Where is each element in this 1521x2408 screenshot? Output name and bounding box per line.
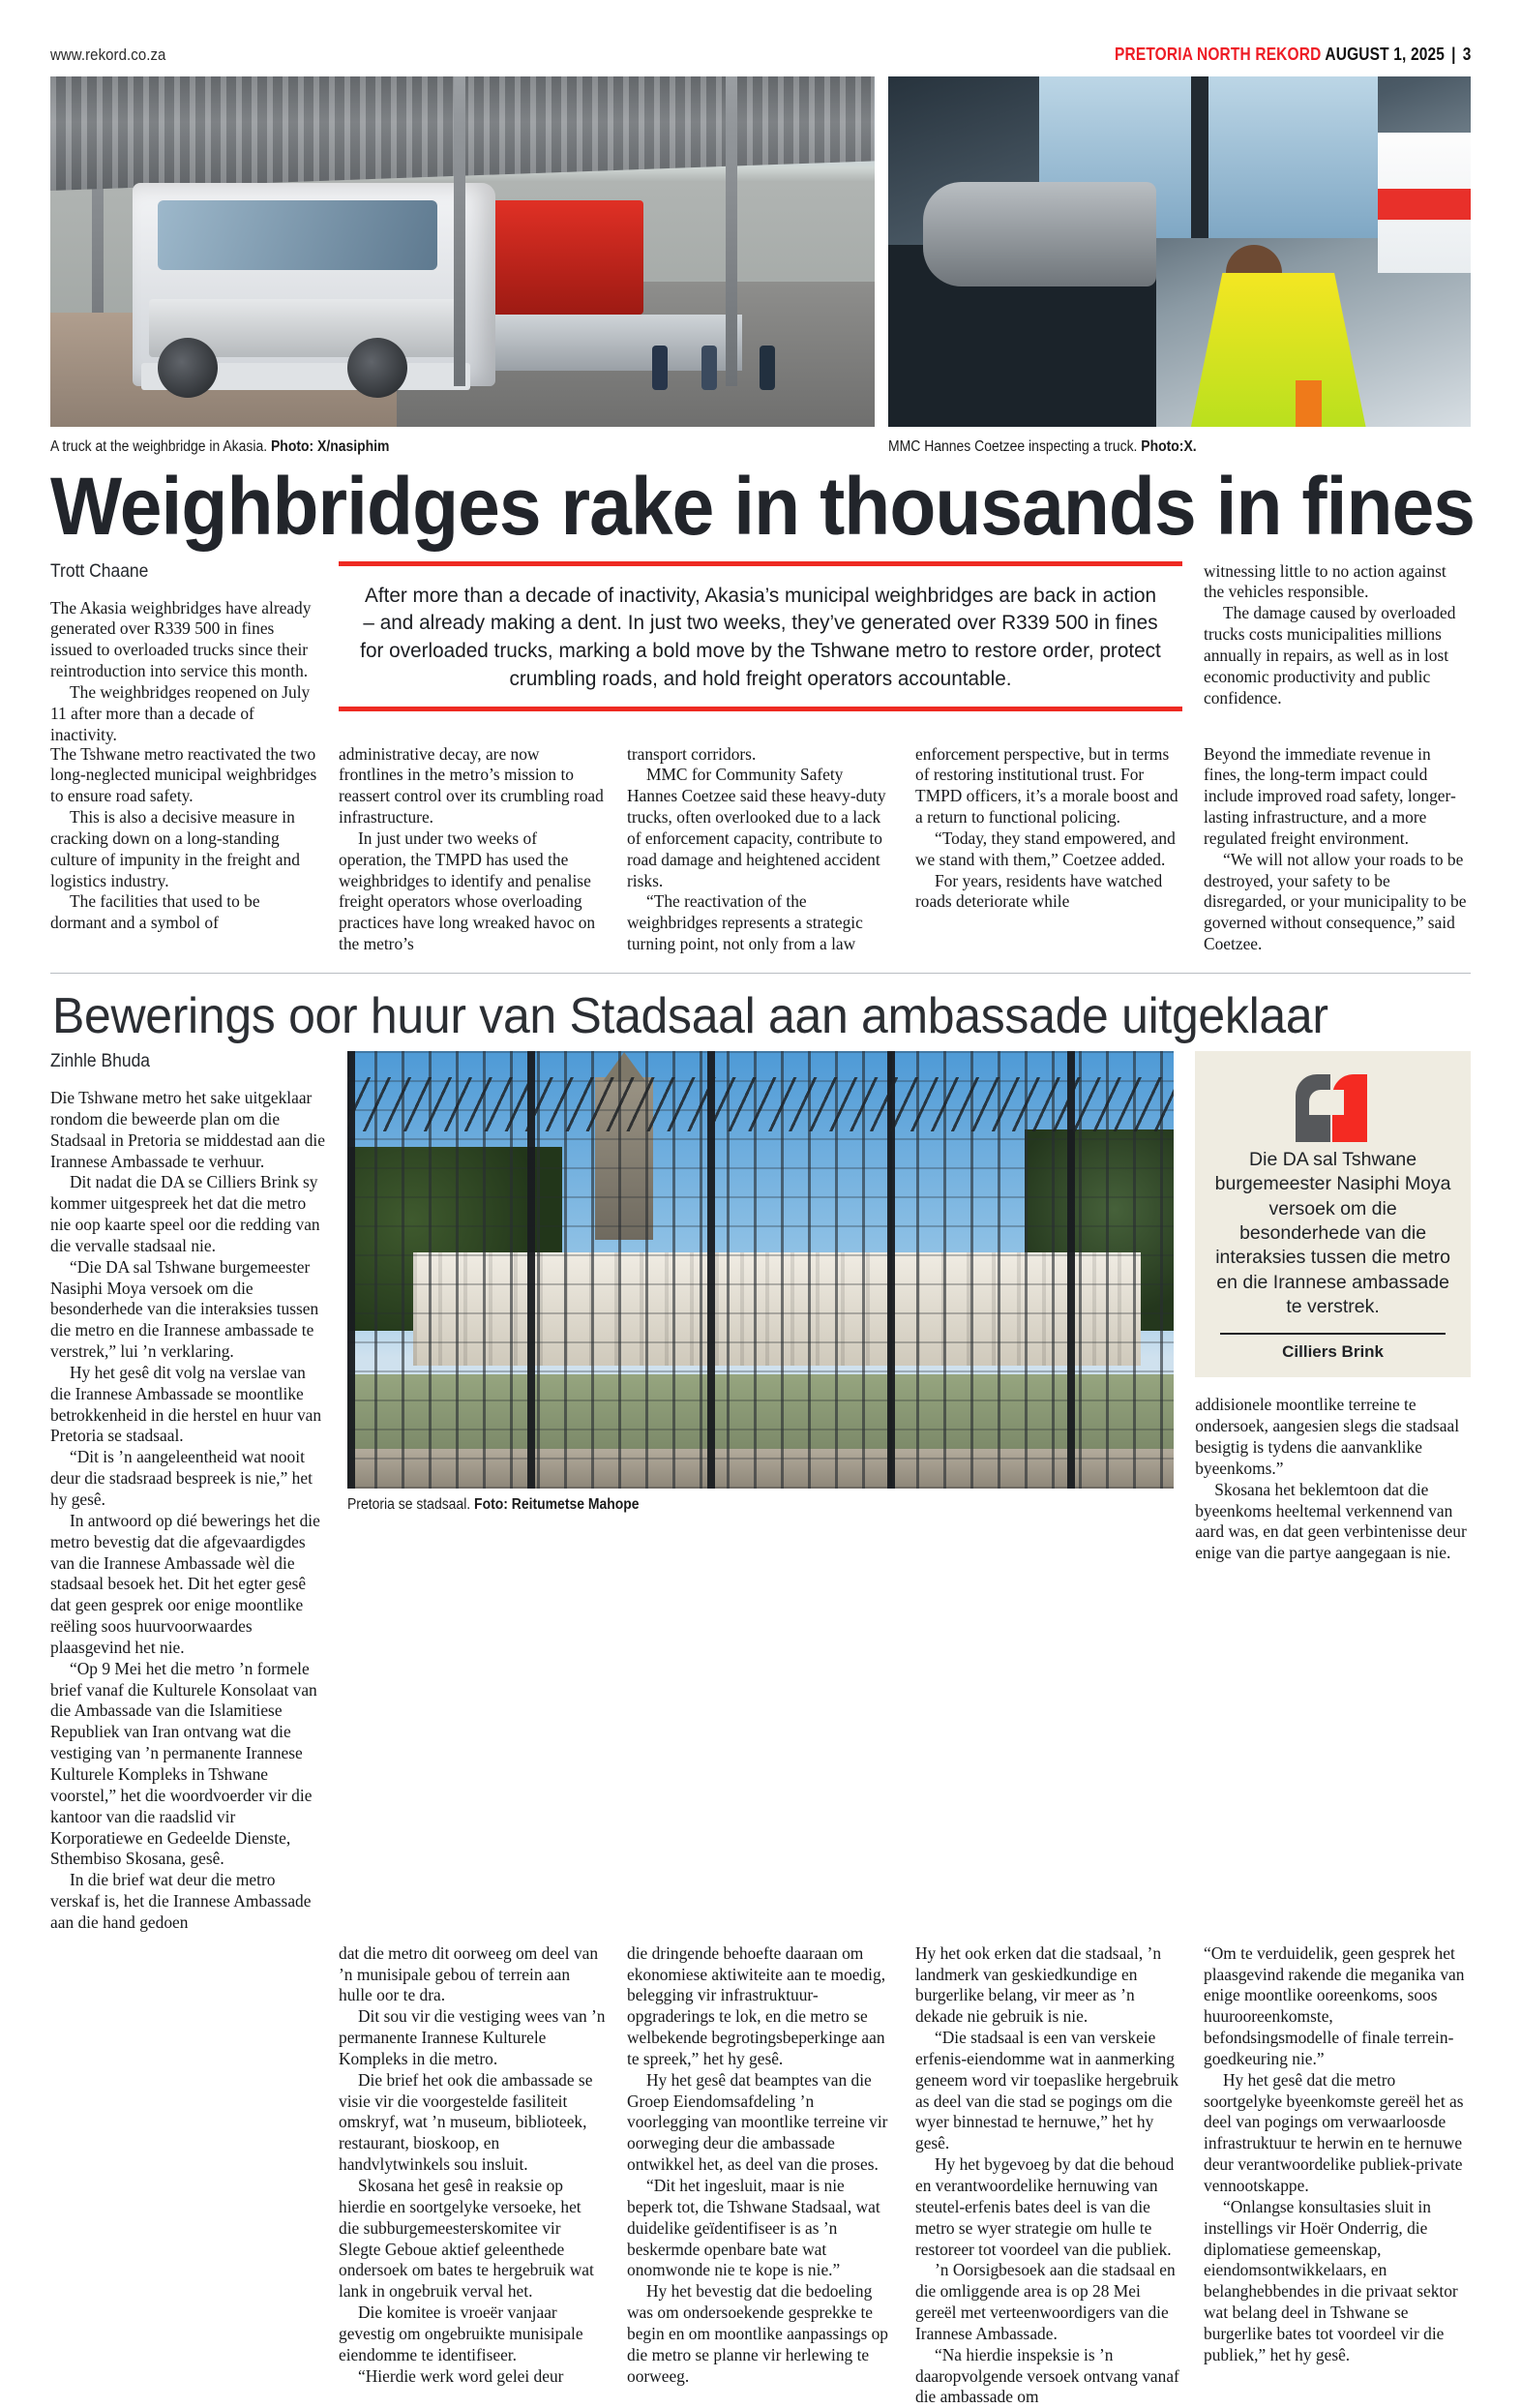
canopy-pole-icon: [454, 76, 465, 386]
person-figure: [652, 346, 668, 390]
paragraph: The Tshwane metro reactivated the two long-neglected municipal weighbridges to ensure road safety.: [50, 743, 317, 806]
caption-text: MMC Hannes Coetzee inspecting a truck.: [887, 438, 1142, 455]
article1-lower-grid: [50, 744, 1471, 955]
caption-credit: Foto: Reitumetse Mahope: [473, 1495, 640, 1513]
paragraph: Die Tshwane metro het sake uitgeklaar rondom die beweerde plan om die Stadsaal in Pretoria se middestad aan die Irannese Ambassade te verhuur.: [50, 1087, 325, 1171]
paragraph: In just under two weeks of operation, the TMPD has used the weighbridges to identify and penalise freight operators whose overloading practices have long wreaked havoc on the metro’s: [339, 828, 596, 954]
windshield: [158, 200, 438, 270]
masthead-info: [1114, 45, 1471, 65]
paragraph: “Hierdie werk word gelei deur: [358, 2365, 564, 2386]
paragraph: ’n Oorsigbesoek aan die stadsaal en die omliggende area is op 28 Mei gereël met verteenwoordigers van die Irannese Ambassade.: [915, 2260, 1176, 2343]
photo-caption-stadsaal: [347, 1489, 1091, 1514]
person-figure: [760, 346, 775, 390]
caption-credit: Photo:X.: [1141, 438, 1197, 455]
caption-text: A truck at the weighbridge in Akasia.: [50, 438, 271, 455]
paragraph: The weighbridges reopened on July 11 after more than a decade of inactivity.: [50, 682, 311, 744]
paragraph: “Onlangse konsultasies sluit in instellings vir Hoër Onderrig, die diplomatiese gemeenskap, eiendomsontwikkelaars, en belanghebbendes in die privaat sektor wat belang deel in Tshwane se burgerlike bates tot voordeel vir die publiek,” het hy gesê.: [1204, 2196, 1458, 2364]
wheel-icon: [347, 338, 407, 398]
pull-quote-text: Die DA sal Tshwane burgemeester Nasiphi Moya versoek om die besonderhede van die interaksies tussen die metro en die Irannese ambassade te verstrek.: [1214, 1148, 1451, 1318]
caption-text: Pretoria se stadsaal.: [346, 1495, 474, 1513]
paragraph: Beyond the immediate revenue in fines, the long-term impact could include improved road safety, longer-lasting infrastructure, and a more regulated freight environment.: [1204, 743, 1456, 848]
photo-caption-right: [888, 431, 1413, 456]
foreground-arm: [923, 182, 1156, 287]
masthead: [50, 0, 1471, 73]
paragraph: The Akasia weighbridges have already generated over R339 500 in fines issued to overloaded trucks since their reintroduction into service this month.: [50, 597, 312, 681]
article1-column-4: [915, 744, 1182, 955]
paragraph: Dit nadat die DA se Cilliers Brink sy kommer uitgespreek het dat die metro nie oop kaarte speel oor die redding van die vervalle stadsaal nie.: [50, 1172, 320, 1255]
signage-banner: [1378, 133, 1471, 273]
caption-credit: Photo: X/nasiphim: [270, 438, 390, 455]
paragraph: witnessing little to no action against the vehicles responsible.: [1204, 560, 1446, 602]
article1-top-grid: [50, 561, 1471, 746]
paragraph: Hy het gesê dat beamptes van die Groep Eiendomsafdeling ’n voorlegging van moontlike terreine vir oorweging deur die ambassade ontwikkel het, as deel van die proses.: [627, 2069, 888, 2175]
article1-column-5-top: [1204, 561, 1471, 746]
masthead-separator: |: [1450, 45, 1456, 64]
paragraph: “Today, they stand empowered, and we stand with them,” Coetzee added.: [915, 828, 1176, 869]
paragraph: For years, residents have watched roads deteriorate while: [915, 870, 1163, 912]
article1-caption-row: [50, 431, 1471, 456]
paragraph: “We will not allow your roads to be destroyed, your safety to be disregarded, or your municipality to be governed without consequence,” said Coetzee.: [1204, 849, 1467, 954]
article2-column-1: [50, 1051, 326, 1934]
paragraph: “Na hierdie inspeksie is ’n daaropvolgende versoek ontvang vanaf die ambassade om: [915, 2344, 1179, 2407]
paragraph: “Dit is ’n aangeleentheid wat nooit deur die stadsraad bespreek is nie,” het hy gesê.: [50, 1447, 313, 1509]
paragraph: addisionele moontlike terreine te ondersoek, aangesien slegs die stadsaal besigtig is tydens die aanvanklike byeenkoms.”: [1195, 1395, 1460, 1478]
paragraph: This is also a decisive measure in cracking down on a long-standing culture of impunity in the freight and logistics industry.: [50, 807, 300, 890]
paragraph: administrative decay, are now frontlines in the metro’s mission to reassert control over its crumbling road infrastructure.: [339, 743, 604, 828]
paragraph: Dit sou vir die vestiging wees van ’n permanente Irannese Kulturele Kompleks in die metro.: [339, 2006, 606, 2068]
vest-orange-panel: [1296, 380, 1322, 427]
paragraph: “Die DA sal Tshwane burgemeester Nasiphi Moya versoek om die besonderhede van die interaksies tussen die metro en die Irannese ambassade te verstrek,” lui ’n verklaring.: [50, 1256, 319, 1362]
paragraph: In antwoord op dié bewerings het die metro bevestig dat die afgevaardigdes van die Irannese Ambassade wèl die stadsaal besoek het. Dit het egter gesê dat geen gesprek oor enige moontlike reëling soos huurvoorwaardes plaasgevind het nie.: [50, 1510, 320, 1657]
photo-caption-left: [50, 431, 792, 456]
article2-column-1-cont: [50, 1943, 317, 2408]
article1-column-5-cont: [1204, 744, 1471, 955]
paragraph: Hy het bevestig dat die bedoeling was om ondersoekende gesprekke te begin en om moontlike aanpassings op die metro se planne vir herlewing te oorweeg.: [627, 2281, 888, 2386]
photo-stadsaal: [347, 1051, 1174, 1489]
standfirst-text: After more than a decade of inactivity, Akasia’s municipal weighbridges are back in action – and already making a dent. In just two weeks, they’ve generated over R339 500 in fines for overloaded trucks, marking a bold move by the Tshwane metro to restore order, protect crumbling roads, and hold freight operators accountable.: [360, 583, 1161, 691]
pull-quote-attribution: Cilliers Brink: [1282, 1342, 1385, 1362]
standfirst-rule-bottom: [339, 707, 1182, 711]
paragraph: MMC for Community Safety Hannes Coetzee said these heavy-duty trucks, often overlooked due to a lack of enforcement capacity, contribute to road damage and heightened accident risks.: [627, 765, 886, 890]
paragraph: “Op 9 Mei het die metro ’n formele brief vanaf die Kulturele Konsolaat van die Ambassade van die Islamitiese Republiek van Iran ontvang wat die vestiging van ’n permanente Irannese Kulturele Kompleks in Tshwane voorstel,” het die woordvoerder vir die kantoor van die raadslid vir Korporatiewe en Gedeelde Dienste, Sthembiso Skosana, gesê.: [50, 1658, 317, 1869]
article1-column-1-cont: [50, 744, 317, 955]
paragraph: Skosana het beklemtoon dat die byeenkoms heeltemal verkennend van aard was, en dat geen verbintenisse deur enige van die partye aangegaan is nie.: [1195, 1479, 1467, 1563]
door-pillar: [1191, 76, 1208, 238]
article2-column-5-top: [1195, 1377, 1471, 1564]
paragraph: transport corridors.: [627, 743, 757, 764]
article1-column-1: [50, 561, 317, 746]
article2-column-2: [339, 1943, 606, 2408]
article1-headline: Weighbridges rake in thousands in fines: [50, 461, 1476, 552]
paragraph: Hy het gesê dit volg na verslae van die Irannese Ambassade se moontlike betrokkenheid in die herstel en huur van Pretoria se stadsaal.: [50, 1362, 322, 1446]
article2-headline: Bewerings oor huur van Stadsaal aan ambassade uitgeklaar: [52, 987, 1328, 1044]
paragraph: Die brief het ook die ambassade se visie vir die voorgestelde fasiliteit omskryf, wat ’n museum, biblioteek, restaurant, bioskoop, en handvlytwinkels sou insluit.: [339, 2069, 593, 2175]
paragraph: “Dit het ingesluit, maar is nie beperk tot, die Tshwane Stadsaal, wat duidelike geïdentifiseer is as ’n beskermde openbare bate wat onomwonde nie te kope is nie.”: [627, 2176, 880, 2280]
article2-photo-block: [347, 1051, 1174, 1934]
article2-top-grid: [50, 1051, 1471, 1934]
paragraph: dat die metro dit oorweeg om deel van ’n munisipale gebou of terrein aan hulle oor te dra.: [339, 1942, 599, 2005]
article2-column-4: [915, 1943, 1182, 2408]
person-figure: [701, 346, 717, 390]
paragraph: Hy het bygevoeg by dat die behoud en verantwoordelike hernuwing van steutel-erfenis bates deel is van die metro se wyer strategie om hulle te restoreer tot voordeel van die publiek.: [915, 2154, 1175, 2259]
paragraph: “The reactivation of the weighbridges represents a strategic turning point, not only from a law: [627, 891, 863, 954]
canopy-pole-icon: [726, 76, 737, 386]
publication-name: PRETORIA NORTH REKORD: [1114, 45, 1321, 64]
article1-standfirst: [339, 561, 1182, 711]
paragraph: die dringende behoefte daaraan om ekonomiese aktiwiteite aan te moedig, belegging vir infrastruktuur-opgraderings te lok, en die metro se welbekende begrotingsbeperkinge aan te spreek,” het hy gesê.: [627, 1942, 886, 2068]
article1-photo-row: [50, 76, 1471, 427]
paragraph: “Om te verduidelik, geen gesprek het plaasgevind rakende die meganika van enige moontlike ooreenkoms, soos huurooreenkomste, befondsingsmodelle of finale terrein-goedkeuring nie.”: [1204, 1942, 1465, 2068]
article1-column-3: [627, 744, 894, 955]
paragraph: In die brief wat deur die metro verskaf is, het die Irannese Ambassade aan die hand gedoen: [50, 1870, 312, 1932]
paragraph: Skosana het gesê in reaksie op hierdie en soortgelyke versoeke, het die subburgemeesterskomitee vir Slegte Geboue aktief geleenthede ondersoek om bates te hergebruik wat lank in ongebruik verval het.: [339, 2176, 594, 2302]
paragraph: The damage caused by overloaded trucks costs municipalities millions annually in repairs, as well as in lost economic productivity and public confidence.: [1204, 603, 1456, 707]
article2-column-5-cont: [1204, 1943, 1471, 2408]
wheel-icon: [158, 338, 218, 398]
page-number: 3: [1462, 45, 1471, 64]
site-url[interactable]: www.rekord.co.za: [50, 45, 166, 64]
quotation-mark-icon: [1296, 1074, 1371, 1142]
section-divider: [50, 973, 1471, 974]
paragraph: Die komitee is vroeër vanjaar gevestig om ongebruikte munisipale eiendomme te identifiseer.: [339, 2303, 583, 2364]
article2-column-3: [627, 1943, 894, 2408]
paragraph: The facilities that used to be dormant and a symbol of: [50, 891, 260, 933]
razor-wire: [347, 1077, 1174, 1131]
article1-byline: Trott Chaane: [50, 560, 149, 582]
pull-quote-divider: [1220, 1333, 1446, 1335]
article1-column-2: [339, 744, 606, 955]
paragraph: Hy het ook erken dat die stadsaal, ’n landmerk van geskiedkundige en burgerlike belang, vir meer as ’n dekade nie gebruik is nie.: [915, 1942, 1162, 2027]
pull-quote-box: [1195, 1051, 1471, 1377]
issue-date: AUGUST 1, 2025: [1324, 45, 1445, 64]
photo-mmc-inspecting: [888, 76, 1471, 427]
paragraph: enforcement perspective, but in terms of restoring institutional trust. For TMPD officers, it’s a morale boost and a return to functional policing.: [915, 743, 1178, 828]
article2-bottom-grid: [50, 1943, 1471, 2408]
article2-byline: Zinhle Bhuda: [50, 1050, 151, 1071]
paragraph: “Die stadsaal is een van verskeie erfenis-eiendomme wat in aanmerking geneem word vir toepaslike hergebruik as deel van die stad se pogings om die wyer binnestad te hernuwe,” het hy gesê.: [915, 2028, 1179, 2153]
article2-right-column: [1195, 1051, 1471, 1934]
photo-truck-weighbridge: [50, 76, 875, 427]
paragraph: Hy het gesê dat die metro soortgelyke byeenkomste gereël het as deel van pogings om verwaarloosde infrastruktuur te herwin en te hernuwe deur verantwoordelike publiek-private vennootskappe.: [1204, 2069, 1464, 2195]
